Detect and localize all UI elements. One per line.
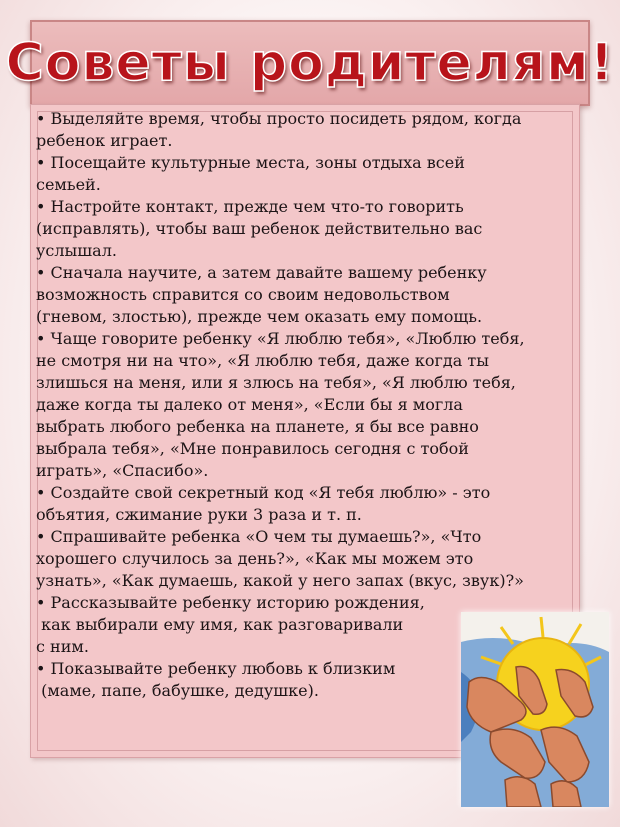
tip-item	[36, 196, 576, 262]
tip-item	[36, 482, 576, 526]
tip-line: даже когда ты далеко от меня», «Если бы я могла	[36, 395, 463, 414]
tip-line: возможность справится со своим недовольством	[36, 285, 450, 304]
tip-line: выбрала тебя», «Мне понравилось сегодня с тобой	[36, 439, 469, 458]
tip-line: услышал.	[36, 241, 117, 260]
bullet-icon: •	[36, 527, 46, 546]
tip-line: выбрать любого ребенка на планете, я бы все равно	[36, 417, 479, 436]
tip-line: как выбирали ему имя, как разговаривали	[36, 615, 404, 634]
tip-line: • Выделяйте время, чтобы просто посидеть рядом, когда	[36, 109, 522, 128]
tip-line: • Посещайте культурные места, зоны отдыха всей	[36, 153, 465, 172]
tip-line: (маме, папе, бабушке, дедушке).	[36, 681, 319, 700]
tip-line: • Спрашивайте ребенка «О чем ты думаешь?», «Что	[36, 527, 482, 546]
bullet-icon: •	[36, 659, 46, 678]
tip-item	[36, 328, 576, 482]
bullet-icon: •	[36, 329, 46, 348]
tip-line: (гневом, злостью), прежде чем оказать ему помощь.	[36, 307, 483, 326]
tip-line: • Показывайте ребенку любовь к близким	[36, 659, 396, 678]
tip-line: семьей.	[36, 175, 101, 194]
bullet-icon: •	[36, 153, 46, 172]
tip-line: играть», «Спасибо».	[36, 461, 209, 480]
tip-line: • Создайте свой секретный код «Я тебя люблю» - это	[36, 483, 491, 502]
tip-line: • Чаще говорите ребенку «Я люблю тебя», «Люблю тебя,	[36, 329, 525, 348]
bullet-icon: •	[36, 263, 46, 282]
tip-line: объятия, сжимание руки 3 раза и т. п.	[36, 505, 362, 524]
tip-line: не смотря ни на что», «Я люблю тебя, даже когда ты	[36, 351, 489, 370]
title-banner	[5, 20, 615, 106]
tip-line: злишься на меня, или я злюсь на тебя», «Я люблю тебя,	[36, 373, 516, 392]
bullet-icon: •	[36, 593, 46, 612]
bullet-icon: •	[36, 483, 46, 502]
tip-line: (исправлять), чтобы ваш ребенок действительно вас	[36, 219, 483, 238]
tip-item	[36, 526, 576, 592]
sun-and-hands-drawing	[461, 612, 609, 807]
tip-item	[36, 108, 576, 152]
bullet-icon: •	[36, 197, 46, 216]
page-title: Советы родителям!	[5, 33, 615, 93]
tip-line: • Настройте контакт, прежде чем что-то говорить	[36, 197, 464, 216]
bullet-icon: •	[36, 109, 46, 128]
tip-line: • Рассказывайте ребенку историю рождения,	[36, 593, 425, 612]
tip-item	[36, 262, 576, 328]
tip-line: хорошего случилось за день?», «Как мы можем это	[36, 549, 474, 568]
tip-item	[36, 152, 576, 196]
tip-line: узнать», «Как думаешь, какой у него запах (вкус, звук)?»	[36, 571, 524, 590]
tip-line: с ним.	[36, 637, 89, 656]
tip-line: ребенок играет.	[36, 131, 173, 150]
tip-line: • Сначала научите, а затем давайте вашему ребенку	[36, 263, 487, 282]
